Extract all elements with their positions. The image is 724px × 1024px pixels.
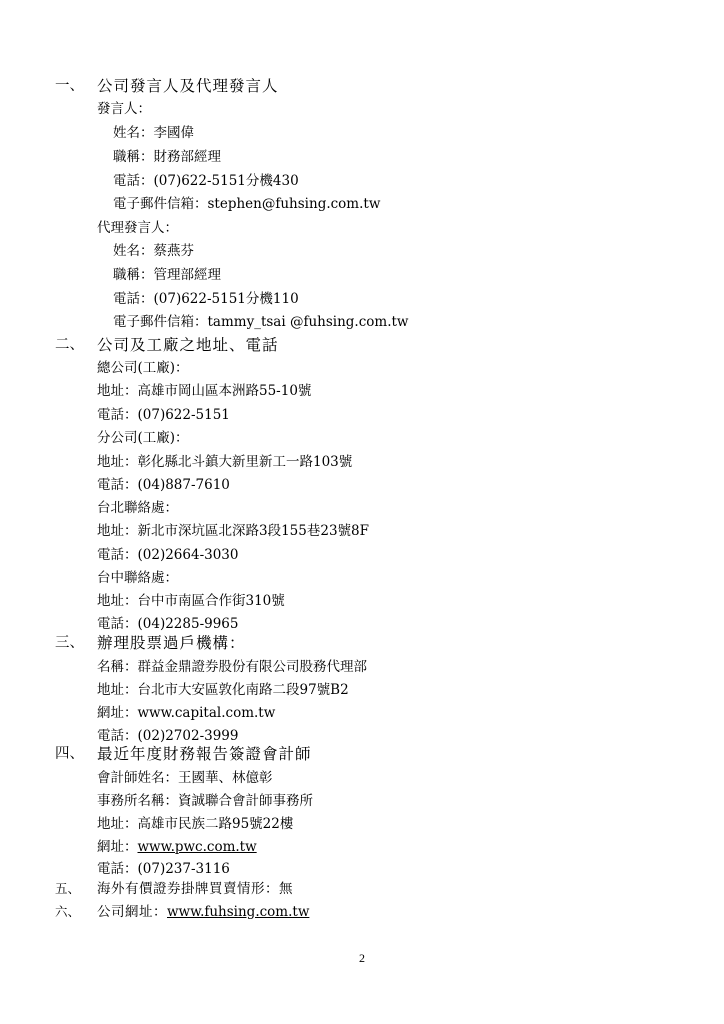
audit-firm-website-label: 網址： — [97, 839, 138, 855]
headquarters-phone: 電話：(07)622-5151 — [97, 407, 230, 423]
section-2-title: 公司及工廠之地址、電話 — [97, 336, 279, 354]
audit-firm-address: 地址：高雄市民族二路95號22樓 — [97, 816, 294, 832]
section-4-number: 四、 — [55, 746, 84, 762]
audit-firm-phone: 電話：(07)237-3116 — [97, 861, 230, 877]
section-3-title: 辦理股票過戶機構： — [97, 634, 246, 652]
company-website-label: 公司網址： — [97, 904, 167, 920]
transfer-agent-name: 名稱：群益金鼎證券股份有限公司股務代理部 — [97, 659, 367, 675]
section-6-number: 六、 — [55, 904, 81, 919]
deputy-spokesperson-heading: 代理發言人： — [97, 220, 178, 236]
taichung-office-heading: 台中聯絡處： — [97, 570, 178, 586]
headquarters-heading: 總公司(工廠)： — [97, 360, 189, 376]
section-5-number: 五、 — [55, 881, 81, 896]
branch-heading: 分公司(工廠)： — [97, 430, 189, 446]
spokesperson-phone: 電話：(07)622-5151分機430 — [113, 173, 299, 189]
company-website-link[interactable]: www.fuhsing.com.tw — [167, 904, 310, 920]
spokesperson-heading: 發言人： — [97, 101, 151, 117]
taipei-office-address: 地址：新北市深坑區北深路3段155巷23號8F — [97, 523, 369, 539]
taipei-office-heading: 台北聯絡處： — [97, 500, 178, 516]
deputy-name: 姓名：蔡燕芬 — [113, 243, 194, 259]
section-4-title: 最近年度財務報告簽證會計師 — [97, 745, 312, 763]
auditor-names: 會計師姓名：王國華、林億彰 — [97, 770, 273, 786]
section-3-number: 三、 — [55, 635, 84, 651]
audit-firm-name: 事務所名稱：資誠聯合會計師事務所 — [97, 793, 313, 809]
section-1-title: 公司發言人及代理發言人 — [97, 77, 279, 95]
branch-address: 地址：彰化縣北斗鎮大新里新工一路103號 — [97, 454, 353, 470]
taichung-office-address: 地址：台中市南區合作街310號 — [97, 593, 285, 609]
audit-firm-website-link[interactable]: www.pwc.com.tw — [137, 839, 257, 855]
spokesperson-title: 職稱：財務部經理 — [113, 149, 221, 165]
section-1-number: 一、 — [55, 78, 84, 94]
deputy-email: 電子郵件信箱：tammy_tsai @fuhsing.com.tw — [113, 314, 409, 330]
transfer-agent-phone: 電話：(02)2702-3999 — [97, 728, 239, 744]
transfer-agent-website: 網址：www.capital.com.tw — [97, 705, 276, 721]
spokesperson-name: 姓名：李國偉 — [113, 125, 194, 141]
taipei-office-phone: 電話：(02)2664-3030 — [97, 547, 239, 563]
section-2-number: 二、 — [55, 337, 84, 353]
transfer-agent-address: 地址：台北市大安區敦化南路二段97號B2 — [97, 682, 349, 698]
deputy-title: 職稱：管理部經理 — [113, 267, 221, 283]
headquarters-address: 地址：高雄市岡山區本洲路55-10號 — [97, 383, 312, 399]
spokesperson-email: 電子郵件信箱：stephen@fuhsing.com.tw — [113, 196, 381, 212]
taichung-office-phone: 電話：(04)2285-9965 — [97, 616, 239, 632]
page-number: 2 — [359, 951, 365, 965]
deputy-phone: 電話：(07)622-5151分機110 — [113, 291, 299, 307]
branch-phone: 電話：(04)887-7610 — [97, 477, 230, 493]
section-6-content — [97, 903, 309, 921]
audit-firm-website — [97, 838, 257, 856]
section-5-title: 海外有價證券掛牌買賣情形：無 — [97, 881, 293, 897]
